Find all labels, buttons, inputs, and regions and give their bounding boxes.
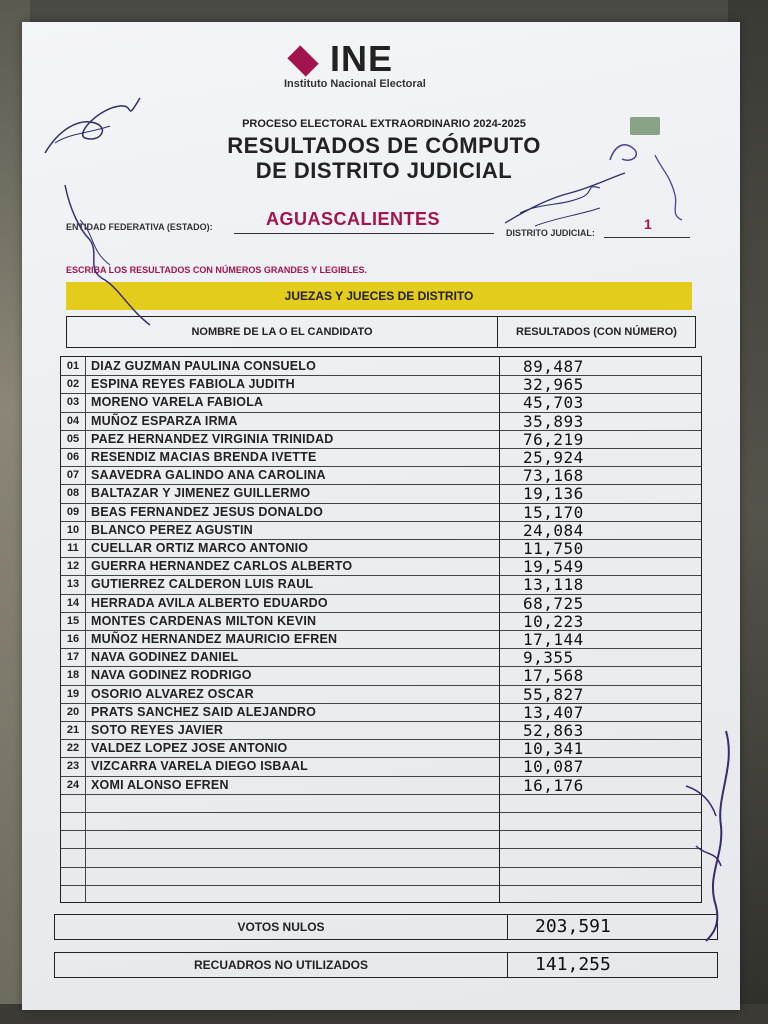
row-number: 09 xyxy=(61,503,86,521)
column-divider xyxy=(499,685,500,703)
column-divider xyxy=(499,448,500,466)
row-number xyxy=(61,830,86,848)
candidate-name: NAVA GODINEZ RODRIGO xyxy=(91,668,252,683)
column-divider xyxy=(499,739,500,757)
row-number: 13 xyxy=(61,575,86,593)
column-divider xyxy=(499,885,500,903)
table-row xyxy=(61,503,701,522)
candidate-name: MUÑOZ HERNANDEZ MAURICIO EFREN xyxy=(91,632,338,646)
section-title: JUEZAS Y JUECES DE DISTRITO xyxy=(66,282,692,310)
column-header-results: RESULTADOS (CON NÚMERO) xyxy=(516,326,677,338)
row-number: 21 xyxy=(61,721,86,739)
column-divider xyxy=(499,776,500,794)
table-row xyxy=(61,739,701,758)
candidate-name: MUÑOZ ESPARZA IRMA xyxy=(91,413,238,428)
candidate-result: 9,355 xyxy=(523,648,574,668)
candidate-result: 76,219 xyxy=(523,429,584,449)
candidate-name: BEAS FERNANDEZ JESUS DONALDO xyxy=(91,504,324,519)
ine-logo xyxy=(284,38,466,90)
row-number: 18 xyxy=(61,666,86,684)
table-row xyxy=(61,557,701,576)
candidate-result: 25,924 xyxy=(523,448,584,467)
votos-nulos-label: VOTOS NULOS xyxy=(55,915,508,939)
candidate-name: NAVA GODINEZ DANIEL xyxy=(91,650,239,665)
candidate-name: ESPINA REYES FABIOLA JUDITH xyxy=(91,377,295,392)
column-divider xyxy=(499,867,500,885)
table-row xyxy=(61,612,701,631)
row-number: 22 xyxy=(61,739,86,757)
candidate-result: 10,223 xyxy=(523,611,584,631)
table-row xyxy=(61,830,701,849)
table-row xyxy=(61,393,701,412)
candidate-name: VIZCARRA VARELA DIEGO ISBAAL xyxy=(91,759,308,774)
row-number: 08 xyxy=(61,484,86,502)
row-number: 23 xyxy=(61,757,86,775)
candidate-result: 32,965 xyxy=(523,375,584,395)
column-divider xyxy=(499,703,500,721)
page-title-line2: DE DISTRITO JUDICIAL xyxy=(255,158,513,183)
candidate-name: GUTIERREZ CALDERON LUIS RAUL xyxy=(91,577,314,592)
logo-name: INE xyxy=(330,38,394,79)
table-row xyxy=(61,648,701,667)
column-divider xyxy=(499,430,500,448)
column-divider xyxy=(499,612,500,630)
row-number xyxy=(61,867,86,885)
votos-nulos-value: 203,591 xyxy=(535,916,611,937)
candidate-result: 16,176 xyxy=(523,775,584,795)
distrito-label: DISTRITO JUDICIAL: xyxy=(506,228,595,238)
row-number: 19 xyxy=(61,685,86,703)
column-divider xyxy=(499,375,500,393)
row-number: 17 xyxy=(61,648,86,666)
candidate-result: 89,487 xyxy=(523,357,584,376)
column-divider xyxy=(499,648,500,666)
votos-nulos-row xyxy=(54,914,718,940)
table-row xyxy=(61,575,701,594)
candidate-result: 15,170 xyxy=(523,502,584,522)
candidate-name: CUELLAR ORTIZ MARCO ANTONIO xyxy=(91,541,309,555)
table-row xyxy=(61,539,701,558)
table-row xyxy=(61,848,701,867)
column-divider xyxy=(499,830,500,848)
candidate-result: 68,725 xyxy=(523,593,584,613)
column-divider xyxy=(499,521,500,539)
row-number xyxy=(61,885,86,903)
table-row xyxy=(61,412,701,431)
row-number xyxy=(61,794,86,812)
table-row xyxy=(61,685,701,704)
row-number: 24 xyxy=(61,776,86,794)
candidate-name: GUERRA HERNANDEZ CARLOS ALBERTO xyxy=(91,559,353,574)
candidate-name: HERRADA AVILA ALBERTO EDUARDO xyxy=(91,595,328,610)
row-number: 01 xyxy=(61,357,86,375)
candidate-result: 10,341 xyxy=(523,739,584,759)
column-divider xyxy=(499,539,500,557)
column-divider xyxy=(499,794,500,812)
candidate-result: 10,087 xyxy=(523,757,584,777)
candidate-result: 24,084 xyxy=(523,520,584,540)
candidate-name: BALTAZAR Y JIMENEZ GUILLERMO xyxy=(91,486,311,501)
candidate-result: 17,568 xyxy=(523,666,584,686)
row-number: 10 xyxy=(61,521,86,539)
results-table xyxy=(60,356,702,903)
table-row xyxy=(61,776,701,795)
signature-top-left xyxy=(40,88,150,168)
row-number: 16 xyxy=(61,630,86,648)
column-divider xyxy=(499,666,500,684)
column-divider xyxy=(499,575,500,593)
candidate-name: BLANCO PEREZ AGUSTIN xyxy=(91,522,253,537)
candidate-name: MONTES CARDENAS MILTON KEVIN xyxy=(91,613,317,628)
candidate-result: 19,549 xyxy=(523,557,584,577)
table-row xyxy=(61,721,701,740)
column-divider xyxy=(499,812,500,830)
ine-diamond-icon xyxy=(287,45,318,76)
column-divider xyxy=(499,484,500,502)
candidate-name: MORENO VARELA FABIOLA xyxy=(91,395,264,410)
table-row xyxy=(61,357,701,376)
table-row xyxy=(61,484,701,503)
entidad-underline xyxy=(234,233,494,234)
candidate-name: VALDEZ LOPEZ JOSE ANTONIO xyxy=(91,741,288,756)
column-divider xyxy=(499,412,500,430)
row-number: 07 xyxy=(61,466,86,484)
row-number: 12 xyxy=(61,557,86,575)
table-row xyxy=(61,867,701,886)
row-number: 20 xyxy=(61,703,86,721)
candidate-result: 52,863 xyxy=(523,721,584,740)
row-number: 14 xyxy=(61,594,86,612)
table-row xyxy=(61,375,701,394)
candidate-result: 19,136 xyxy=(523,484,584,504)
row-number: 03 xyxy=(61,393,86,411)
table-header xyxy=(66,316,696,348)
table-row xyxy=(61,703,701,722)
column-divider xyxy=(499,757,500,775)
candidate-name: RESENDIZ MACIAS BRENDA IVETTE xyxy=(91,450,317,464)
candidate-result: 45,703 xyxy=(523,393,584,413)
instructions: ESCRIBA LOS RESULTADOS CON NÚMEROS GRANDES Y LEGIBLES. xyxy=(66,265,368,275)
candidate-result: 13,407 xyxy=(523,702,584,722)
logo-subtitle: Instituto Nacional Electoral xyxy=(284,78,426,90)
candidate-result: 13,118 xyxy=(523,575,584,595)
entidad-label: ENTIDAD FEDERATIVA (ESTADO): xyxy=(66,222,213,232)
candidate-result: 73,168 xyxy=(523,466,584,486)
signature-top-right xyxy=(600,115,690,225)
column-divider xyxy=(499,630,500,648)
table-row xyxy=(61,885,701,903)
table-row xyxy=(61,430,701,449)
candidate-result: 35,893 xyxy=(523,411,584,431)
candidate-name: PRATS SANCHEZ SAID ALEJANDRO xyxy=(91,704,317,719)
row-number: 15 xyxy=(61,612,86,630)
page-title-line1: RESULTADOS DE CÓMPUTO xyxy=(227,133,541,158)
table-row xyxy=(61,521,701,540)
recuadros-label: RECUADROS NO UTILIZADOS xyxy=(55,953,508,977)
table-row xyxy=(61,466,701,485)
candidate-result: 55,827 xyxy=(523,684,584,704)
candidate-name: OSORIO ALVAREZ OSCAR xyxy=(91,686,254,701)
column-header-name: NOMBRE DE LA O EL CANDIDATO xyxy=(67,317,498,347)
column-divider xyxy=(499,393,500,411)
column-divider xyxy=(499,721,500,739)
recuadros-row xyxy=(54,952,718,978)
table-row xyxy=(61,666,701,685)
candidate-name: SOTO REYES JAVIER xyxy=(91,723,224,737)
row-number xyxy=(61,812,86,830)
table-row xyxy=(61,448,701,467)
table-row xyxy=(61,594,701,613)
candidate-result: 17,144 xyxy=(523,630,584,649)
distrito-value: 1 xyxy=(644,216,652,232)
recuadros-value: 141,255 xyxy=(535,954,611,975)
candidate-result: 11,750 xyxy=(523,539,584,558)
row-number: 05 xyxy=(61,430,86,448)
row-number: 11 xyxy=(61,539,86,557)
row-number: 04 xyxy=(61,412,86,430)
process-name: PROCESO ELECTORAL EXTRAORDINARIO 2024-2025 xyxy=(242,118,526,130)
signature-right-vertical xyxy=(676,726,746,946)
table-row xyxy=(61,812,701,831)
column-divider xyxy=(499,466,500,484)
candidate-name: XOMI ALONSO EFREN xyxy=(91,777,229,792)
column-divider xyxy=(499,557,500,575)
candidate-name: DIAZ GUZMAN PAULINA CONSUELO xyxy=(91,359,317,373)
table-row xyxy=(61,794,701,813)
row-number: 06 xyxy=(61,448,86,466)
column-divider xyxy=(499,848,500,866)
row-number xyxy=(61,848,86,866)
column-divider xyxy=(499,503,500,521)
candidate-name: PAEZ HERNANDEZ VIRGINIA TRINIDAD xyxy=(91,431,334,446)
signature-left-vertical xyxy=(60,180,160,330)
candidate-name: SAAVEDRA GALINDO ANA CAROLINA xyxy=(91,468,326,483)
table-row xyxy=(61,630,701,649)
table-row xyxy=(61,757,701,776)
distrito-underline xyxy=(604,237,690,238)
column-divider xyxy=(499,357,500,375)
column-divider xyxy=(499,594,500,612)
row-number: 02 xyxy=(61,375,86,393)
entidad-value: AGUASCALIENTES xyxy=(266,209,441,229)
